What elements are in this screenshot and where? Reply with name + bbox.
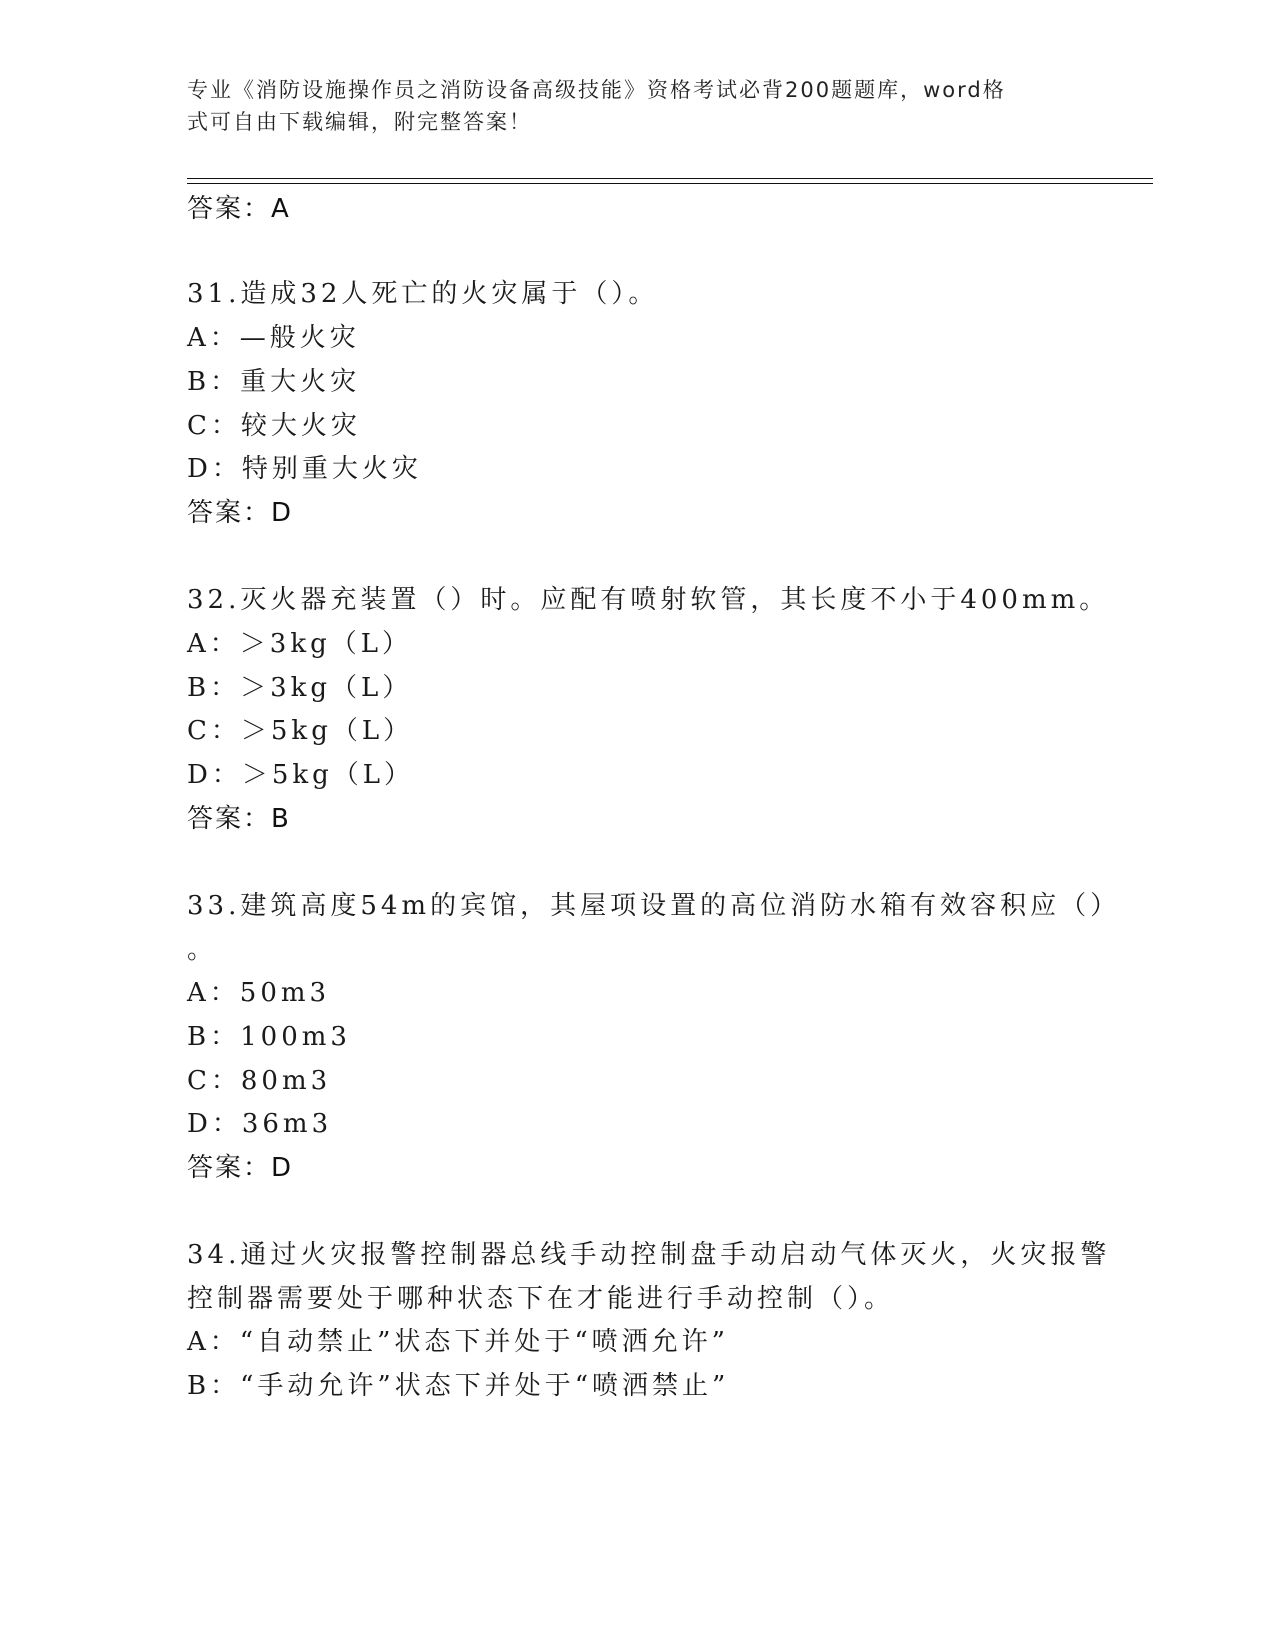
header-line-1: 专业《消防设施操作员之消防设备高级技能》资格考试必背200题题库，word格 [187,78,1006,102]
option-b: B：100m3 [187,1022,351,1052]
option-a: A：“自动禁止”状态下并处于“喷洒允许” [187,1327,729,1357]
question-stem: 34.通过火灾报警控制器总线手动控制盘手动启动气体灭火，火灾报警 [187,1240,1111,1270]
header-rule-bottom [187,183,1153,184]
answer: 答案：D [187,1153,294,1183]
option-a: A：＞3kg（L） [187,629,412,659]
question-stem-continued: 控制器需要处于哪种状态下在才能进行手动控制（）。 [187,1284,895,1314]
option-d: D：36m3 [187,1109,333,1139]
option-a: A：50m3 [187,978,331,1008]
option-a: A：—般火灾 [187,323,360,353]
option-b: B：＞3kg（L） [187,673,413,703]
question-stem: 31.造成32人死亡的火灾属于（）。 [187,279,659,309]
option-c: C：较大火灾 [187,411,361,441]
option-d: D：＞5kg（L） [187,760,415,790]
option-c: C：80m3 [187,1066,332,1096]
option-d: D：特别重大火灾 [187,454,422,484]
header-line-2: 式可自由下载编辑，附完整答案！ [187,110,532,134]
question-stem: 32.灭火器充装置（）时。应配有喷射软管，其长度不小于400mm。 [187,585,1110,615]
document-header [187,74,1067,138]
option-c: C：＞5kg（L） [187,716,414,746]
question-stem: 33.建筑高度54m的宾馆，其屋项设置的高位消防水箱有效容积应（） [187,891,1121,921]
answer: 答案：D [187,498,294,528]
option-b: B：“手动允许”状态下并处于“喷洒禁止” [187,1371,730,1401]
option-b: B：重大火灾 [187,367,361,397]
question-stem-continued: 。 [187,935,218,965]
answer: 答案：B [187,804,291,834]
header-rule-top [187,178,1153,179]
previous-answer: 答案：A [187,194,291,224]
